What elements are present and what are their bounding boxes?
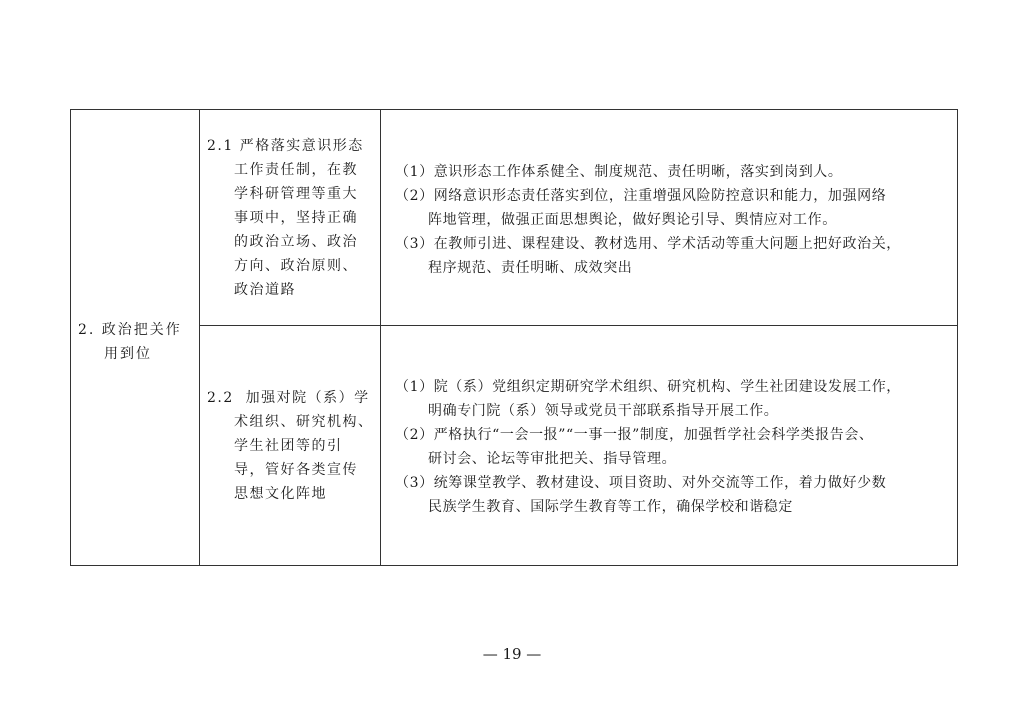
criterion-title-line: 工作责任制，在教 bbox=[234, 162, 358, 178]
section-cell bbox=[71, 110, 200, 565]
evaluation-table bbox=[70, 109, 958, 566]
criterion-text bbox=[207, 134, 377, 302]
criterion-line bbox=[207, 134, 377, 158]
criterion-title-line: 学生社团等的引 bbox=[234, 438, 343, 454]
requirements-cell bbox=[381, 326, 957, 565]
requirement-item bbox=[395, 423, 955, 471]
requirement-item bbox=[395, 160, 955, 184]
requirement-line: （3）统筹课堂教学、教材建设、项目资助、对外交流等工作，着力做好少数 bbox=[395, 475, 887, 491]
requirement-line: （1）院（系）党组织定期研究学术组织、研究机构、学生社团建设发展工作， bbox=[395, 379, 901, 395]
criterion-title-line: 加强对院（系）学 bbox=[245, 390, 370, 406]
criterion-cell bbox=[200, 326, 381, 565]
section-label-line: 2. 政治把关作 bbox=[78, 322, 182, 338]
requirement-item bbox=[395, 184, 955, 232]
section-label-line: 用到位 bbox=[104, 346, 152, 362]
criterion-title-line: 事项中，坚持正确 bbox=[234, 210, 358, 226]
requirements-cell bbox=[381, 110, 957, 325]
requirement-line: （3）在教师引进、课程建设、教材选用、学术活动等重大问题上把好政治关， bbox=[395, 236, 901, 252]
requirement-line: 民族学生教育、国际学生教育等工作，确保学校和谐稳定 bbox=[428, 499, 793, 515]
criterion-title-line: 严格落实意识形态 bbox=[239, 138, 364, 154]
criterion-title-line: 的政治立场、政治 bbox=[234, 234, 358, 250]
page-number: — 19 — bbox=[482, 645, 542, 663]
criterion-title-line: 学科研管理等重大 bbox=[234, 186, 358, 202]
table-row bbox=[200, 110, 957, 326]
section-label bbox=[78, 318, 196, 366]
criterion-title-line: 术组织、研究机构、 bbox=[234, 414, 374, 430]
criterion-title-line: 思想文化阵地 bbox=[234, 486, 327, 502]
requirement-item bbox=[395, 375, 955, 423]
criterion-title-line: 政治道路 bbox=[234, 282, 296, 298]
criterion-title-line: 方向、政治原则、 bbox=[234, 258, 358, 274]
requirement-item bbox=[395, 471, 955, 519]
criterion-line bbox=[207, 386, 377, 410]
requirement-line: （2）严格执行“一会一报”“一事一报”制度，加强哲学社会科学类报告会、 bbox=[395, 427, 874, 443]
criterion-text bbox=[207, 386, 377, 506]
requirement-line: 阵地管理，做强正面思想舆论，做好舆论引导、舆情应对工作。 bbox=[428, 212, 837, 228]
criterion-cell bbox=[200, 110, 381, 325]
requirement-line: （2）网络意识形态责任落实到位，注重增强风险防控意识和能力，加强网络 bbox=[395, 188, 887, 204]
requirement-line: 明确专门院（系）领导或党员干部联系指导开展工作。 bbox=[428, 403, 779, 419]
requirement-line: 程序规范、责任明晰、成效突出 bbox=[428, 260, 633, 276]
requirement-line: 研讨会、论坛等审批把关、指导管理。 bbox=[428, 451, 677, 467]
criterion-number: 2.1 bbox=[207, 138, 234, 154]
criterion-number: 2.2 bbox=[207, 390, 234, 406]
table-row bbox=[200, 326, 957, 565]
requirement-line: （1）意识形态工作体系健全、制度规范、责任明晰，落实到岗到人。 bbox=[395, 164, 843, 180]
requirement-item bbox=[395, 232, 955, 280]
criterion-title-line: 导，管好各类宣传 bbox=[234, 462, 358, 478]
